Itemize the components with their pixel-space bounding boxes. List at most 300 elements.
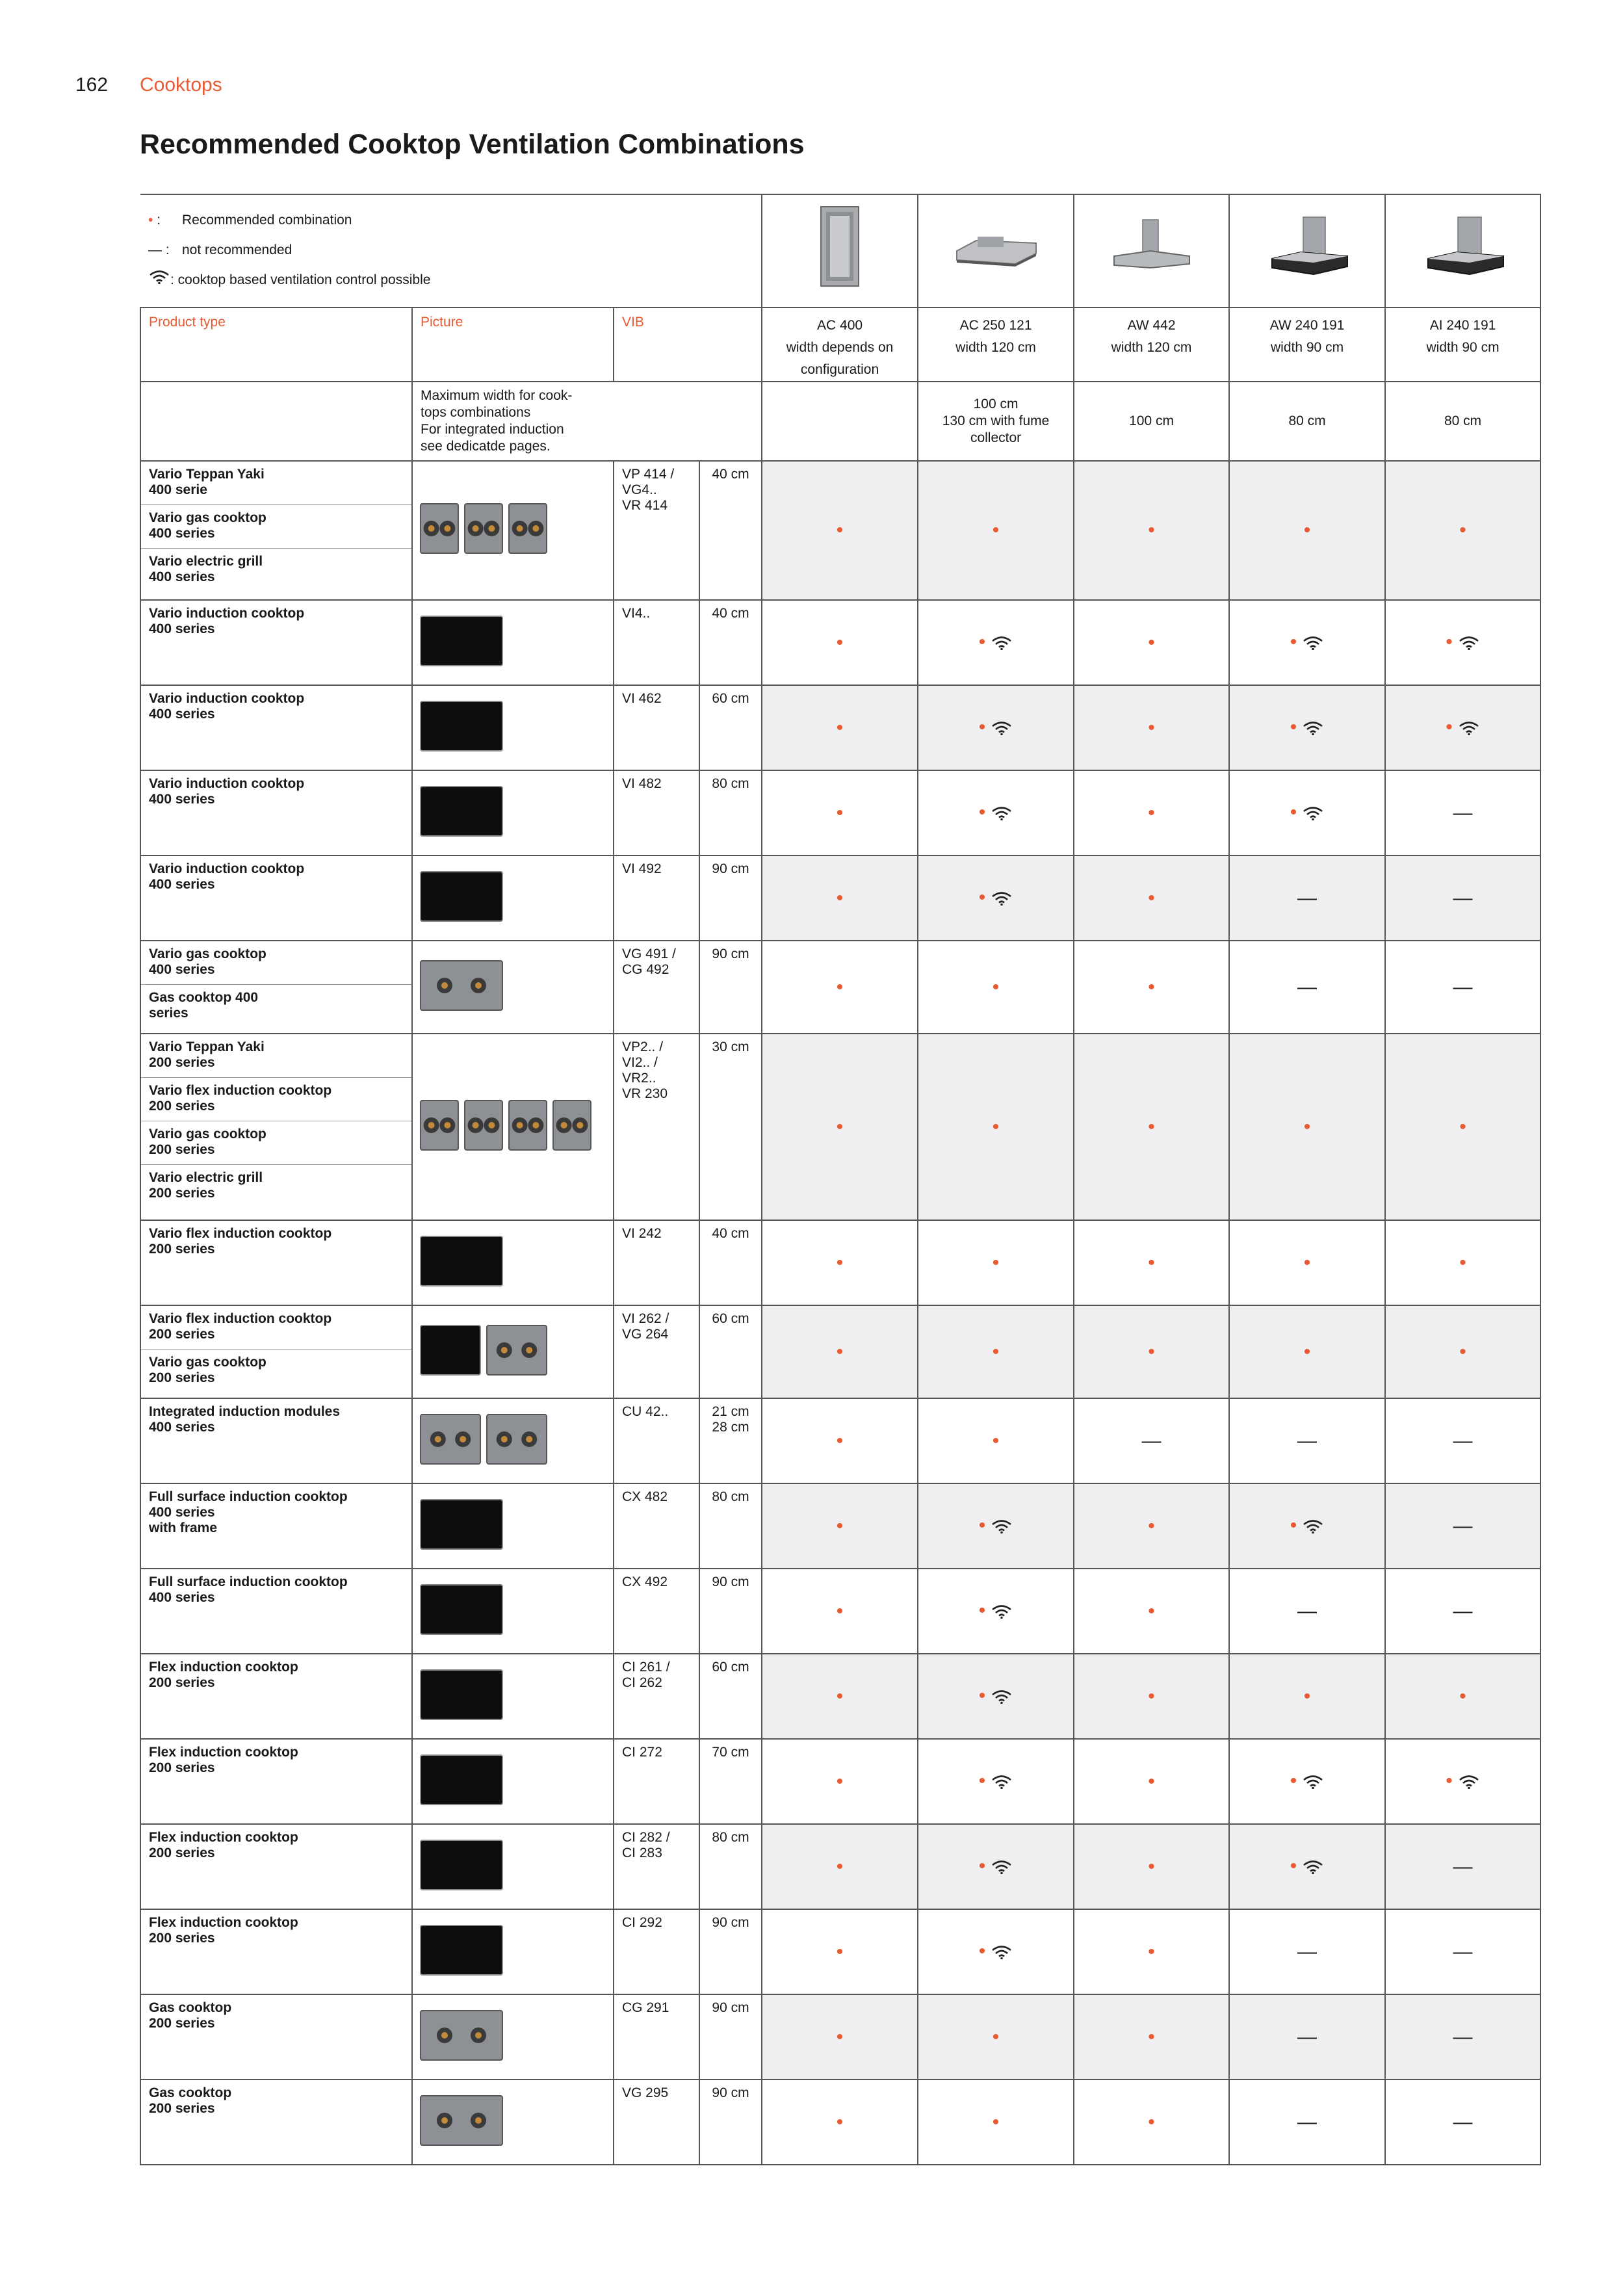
wifi-icon xyxy=(991,1604,1013,1623)
recommended-mark xyxy=(918,1034,1074,1220)
cooktop-width: 90 cm xyxy=(699,1569,762,1654)
product-type-cell xyxy=(140,1739,412,1824)
model-header-0: AC 400 width depends on configuration xyxy=(762,307,918,382)
dash-icon: — xyxy=(1297,2111,1318,2133)
recommended-mark xyxy=(762,1398,918,1483)
product-name: Vario induction cooktop 400 series xyxy=(149,691,305,722)
wifi-icon xyxy=(1302,1775,1324,1793)
dash-icon: — xyxy=(1453,802,1473,824)
recommended-wifi-mark xyxy=(918,770,1074,855)
section-title: Cooktops xyxy=(140,74,222,96)
recommended-mark xyxy=(918,1398,1074,1483)
legend xyxy=(140,194,762,307)
dot-icon: • xyxy=(978,631,986,653)
cooktop-width: 60 cm xyxy=(699,1654,762,1739)
product-name: Vario Teppan Yaki 400 serie xyxy=(141,462,411,505)
dot-icon: • xyxy=(836,1770,844,1792)
vib-model: VI 262 / VG 264 xyxy=(614,1305,699,1398)
recommended-wifi-mark xyxy=(918,1824,1074,1909)
recommended-wifi-mark xyxy=(918,1654,1074,1739)
dot-icon: • xyxy=(978,1940,986,1963)
dash-icon: — xyxy=(1297,1940,1318,1963)
dot-icon: • xyxy=(1148,1340,1155,1363)
product-picture xyxy=(412,2080,614,2165)
product-type-cell xyxy=(140,2080,412,2165)
dot-icon: • xyxy=(992,1251,1000,1273)
recommended-mark xyxy=(1074,855,1229,941)
vib-model: VP 414 / VG4.. VR 414 xyxy=(614,461,699,600)
product-picture xyxy=(412,1824,614,1909)
table-row xyxy=(140,600,1540,685)
recommended-wifi-mark xyxy=(918,1739,1074,1824)
max-width-note: Maximum width for cook- tops combinations For integrated induction see dedicatde pages. xyxy=(412,382,762,461)
not-recommended-mark xyxy=(1229,1994,1385,2080)
recommended-mark xyxy=(1229,461,1385,600)
dot-icon: • xyxy=(978,716,986,738)
cooktop-width: 30 cm xyxy=(699,1034,762,1220)
dot-icon: • xyxy=(836,2111,844,2133)
dot-icon: • xyxy=(1148,519,1155,541)
dot-icon: • xyxy=(1148,1685,1155,1707)
dash-icon: — xyxy=(1453,1515,1473,1537)
recommended-wifi-mark xyxy=(1385,600,1540,685)
dash-icon: — xyxy=(1453,887,1473,909)
dot-icon: • xyxy=(1148,976,1155,998)
dot-icon: • xyxy=(1303,519,1311,541)
recommended-mark xyxy=(1229,1034,1385,1220)
product-picture xyxy=(412,1654,614,1739)
product-name: Vario flex induction cooktop 200 series xyxy=(149,1226,332,1257)
max-width-3: 80 cm xyxy=(1229,382,1385,461)
recommended-mark xyxy=(762,1034,918,1220)
dot-icon: • xyxy=(1446,631,1453,653)
recommended-mark xyxy=(1074,461,1229,600)
recommended-mark xyxy=(762,1739,918,1824)
recommended-mark xyxy=(762,1994,918,2080)
not-recommended-mark xyxy=(1229,1398,1385,1483)
recommended-mark xyxy=(762,2080,918,2165)
vib-model: VG 491 / CG 492 xyxy=(614,941,699,1034)
not-recommended-mark xyxy=(1229,2080,1385,2165)
dot-icon: • xyxy=(1303,1685,1311,1707)
product-type-cell xyxy=(140,600,412,685)
cooktop-width: 80 cm xyxy=(699,1483,762,1569)
recommended-mark xyxy=(918,2080,1074,2165)
product-name: Vario induction cooktop 400 series xyxy=(149,606,305,636)
recommended-mark xyxy=(1385,1034,1540,1220)
dash-icon: — xyxy=(1453,976,1473,998)
recommended-mark xyxy=(1074,1569,1229,1654)
vib-model: VG 295 xyxy=(614,2080,699,2165)
vib-model: CI 272 xyxy=(614,1739,699,1824)
product-name: Vario electric grill 200 series xyxy=(149,1170,263,1201)
dash-icon: — xyxy=(1453,1940,1473,1963)
dot-icon: • xyxy=(1148,631,1155,653)
recommended-mark xyxy=(762,770,918,855)
product-type-cell xyxy=(140,941,412,1034)
recommended-mark xyxy=(762,685,918,770)
recommended-mark xyxy=(1074,1305,1229,1398)
product-name: Flex induction cooktop 200 series xyxy=(149,1745,298,1775)
recommended-mark xyxy=(918,1220,1074,1305)
not-recommended-mark xyxy=(1229,941,1385,1034)
product-type-cell xyxy=(140,1654,412,1739)
table-row xyxy=(140,1824,1540,1909)
not-recommended-mark xyxy=(1385,2080,1540,2165)
dash-icon: — xyxy=(1453,2111,1473,2133)
wifi-icon xyxy=(991,1689,1013,1708)
dot-icon: • xyxy=(836,519,844,541)
product-name: Vario electric grill 400 series xyxy=(149,554,263,584)
not-recommended-mark xyxy=(1385,1398,1540,1483)
recommended-mark xyxy=(1074,770,1229,855)
wifi-icon xyxy=(991,806,1013,824)
vib-model: CI 282 / CI 283 xyxy=(614,1824,699,1909)
product-picture xyxy=(412,855,614,941)
recommended-wifi-mark xyxy=(1385,685,1540,770)
dash-icon: — xyxy=(1453,2026,1473,2048)
dot-icon: • xyxy=(836,1855,844,1877)
dot-icon: • xyxy=(1303,1340,1311,1363)
dash-icon: — xyxy=(1453,1429,1473,1452)
blank-cell xyxy=(140,382,412,461)
dot-icon: • xyxy=(836,1340,844,1363)
dot-icon: • xyxy=(1446,1770,1453,1792)
dot-icon: • xyxy=(992,519,1000,541)
recommended-mark xyxy=(762,1824,918,1909)
recommended-mark xyxy=(762,941,918,1034)
table-row xyxy=(140,770,1540,855)
cooktop-width: 80 cm xyxy=(699,770,762,855)
dot-icon: • xyxy=(836,2026,844,2048)
legend-wifi: : cooktop based ventilation control possible xyxy=(148,265,753,295)
not-recommended-mark xyxy=(1385,1569,1540,1654)
model-header-4: AI 240 191 width 90 cm xyxy=(1385,307,1540,382)
dot-icon: • xyxy=(1148,1855,1155,1877)
recommended-mark xyxy=(918,941,1074,1034)
wifi-icon xyxy=(991,721,1013,739)
dot-icon: • xyxy=(836,716,844,738)
product-name: Vario gas cooktop 400 series xyxy=(141,941,411,985)
wifi-icon xyxy=(991,1945,1013,1963)
dot-icon: • xyxy=(836,1515,844,1537)
recommended-wifi-mark xyxy=(918,685,1074,770)
table-row xyxy=(140,941,1540,1034)
dot-icon: • xyxy=(1459,1685,1466,1707)
recommended-wifi-mark xyxy=(1229,685,1385,770)
dot-icon: • xyxy=(1290,802,1297,824)
dot-icon: • xyxy=(1459,1115,1466,1138)
vib-model: VI4.. xyxy=(614,600,699,685)
recommended-mark xyxy=(1229,1220,1385,1305)
product-picture xyxy=(412,1739,614,1824)
product-type-cell xyxy=(140,1034,412,1220)
not-recommended-mark xyxy=(1385,941,1540,1034)
recommended-mark xyxy=(1074,941,1229,1034)
dot-icon: • xyxy=(1290,631,1297,653)
cooktop-width: 60 cm xyxy=(699,1305,762,1398)
recommended-wifi-mark xyxy=(1385,1739,1540,1824)
dot-icon: • xyxy=(992,1429,1000,1452)
cooktop-width: 90 cm xyxy=(699,2080,762,2165)
dot-icon: • xyxy=(1148,1940,1155,1963)
product-type-cell xyxy=(140,1909,412,1994)
vib-model: CX 482 xyxy=(614,1483,699,1569)
recommended-wifi-mark xyxy=(918,1909,1074,1994)
dash-icon: — xyxy=(1453,1600,1473,1622)
wifi-icon xyxy=(1302,636,1324,654)
product-picture xyxy=(412,1305,614,1398)
model-header-1: AC 250 121 width 120 cm xyxy=(918,307,1074,382)
dot-icon: • xyxy=(978,1855,986,1877)
recommended-mark xyxy=(762,461,918,600)
dash-icon: — xyxy=(1297,976,1318,998)
wifi-icon xyxy=(1302,806,1324,824)
product-name: Vario gas cooktop 200 series xyxy=(149,1355,266,1385)
table-row xyxy=(140,1305,1540,1398)
header-picture: Picture xyxy=(412,307,614,382)
recommended-wifi-mark xyxy=(1229,770,1385,855)
cooktop-width: 60 cm xyxy=(699,685,762,770)
dot-icon: • xyxy=(978,887,986,909)
product-picture xyxy=(412,1220,614,1305)
not-recommended-mark xyxy=(1074,1398,1229,1483)
recommended-mark xyxy=(1385,1654,1540,1739)
recommended-mark xyxy=(1074,1739,1229,1824)
wifi-icon xyxy=(1302,1860,1324,1878)
product-name: Flex induction cooktop 200 series xyxy=(149,1830,298,1860)
dot-icon: • xyxy=(1290,716,1297,738)
product-type-cell xyxy=(140,1483,412,1569)
dot-icon: • xyxy=(1148,2111,1155,2133)
product-name: Vario gas cooktop 400 series xyxy=(141,505,411,549)
not-recommended-mark xyxy=(1385,855,1540,941)
recommended-wifi-mark xyxy=(1229,1483,1385,1569)
recommended-wifi-mark xyxy=(918,600,1074,685)
dot-icon: • xyxy=(978,1685,986,1707)
vib-model: CI 261 / CI 262 xyxy=(614,1654,699,1739)
dot-icon: • xyxy=(1303,1251,1311,1273)
product-name: Vario Teppan Yaki 200 series xyxy=(141,1034,411,1078)
dash-icon: — xyxy=(1141,1429,1162,1452)
cooktop-width: 40 cm xyxy=(699,600,762,685)
cooktop-width: 90 cm xyxy=(699,855,762,941)
dot-icon: • xyxy=(836,1251,844,1273)
recommended-mark xyxy=(1074,1824,1229,1909)
dash-icon: — xyxy=(1297,887,1318,909)
wifi-icon xyxy=(148,272,170,287)
table-row xyxy=(140,1220,1540,1305)
wifi-icon xyxy=(991,891,1013,909)
wifi-icon xyxy=(1458,1775,1480,1793)
recommended-mark xyxy=(1074,600,1229,685)
dot-icon: • xyxy=(836,976,844,998)
product-type-cell xyxy=(140,1305,412,1398)
cooktop-width: 70 cm xyxy=(699,1739,762,1824)
hood-image-aw442 xyxy=(1074,194,1229,307)
cooktop-width: 40 cm xyxy=(699,1220,762,1305)
product-type-cell xyxy=(140,461,412,600)
cooktop-width: 90 cm xyxy=(699,941,762,1034)
wifi-icon xyxy=(1458,721,1480,739)
dot-icon: • xyxy=(1290,1855,1297,1877)
product-type-cell xyxy=(140,1220,412,1305)
recommended-mark xyxy=(1385,1220,1540,1305)
table-row xyxy=(140,685,1540,770)
product-type-cell xyxy=(140,685,412,770)
recommended-mark xyxy=(1074,685,1229,770)
recommended-mark xyxy=(918,1305,1074,1398)
dot-icon: • xyxy=(836,1940,844,1963)
not-recommended-mark xyxy=(1385,770,1540,855)
recommended-mark xyxy=(918,1994,1074,2080)
recommended-mark xyxy=(762,855,918,941)
dot-icon: • xyxy=(1459,1340,1466,1363)
dot-icon: • xyxy=(1148,1600,1155,1622)
ventilation-combinations-table xyxy=(140,194,1541,2165)
wifi-icon xyxy=(1458,636,1480,654)
dot-icon: • xyxy=(836,631,844,653)
dot-icon: • xyxy=(992,1340,1000,1363)
product-name: Vario induction cooktop 400 series xyxy=(149,861,305,892)
dot-icon: • xyxy=(992,2111,1000,2133)
vib-model: CG 291 xyxy=(614,1994,699,2080)
vib-model: VP2.. / VI2.. / VR2.. VR 230 xyxy=(614,1034,699,1220)
dot-icon: • xyxy=(1459,519,1466,541)
max-width-1: 100 cm 130 cm with fume collector xyxy=(918,382,1074,461)
recommended-wifi-mark xyxy=(918,855,1074,941)
vib-model: CI 292 xyxy=(614,1909,699,1994)
vib-model: VI 242 xyxy=(614,1220,699,1305)
product-picture xyxy=(412,770,614,855)
product-name: Flex induction cooktop 200 series xyxy=(149,1915,298,1946)
product-name: Vario flex induction cooktop 200 series xyxy=(141,1306,411,1350)
recommended-mark xyxy=(762,1220,918,1305)
recommended-mark xyxy=(1074,1994,1229,2080)
table-row xyxy=(140,1654,1540,1739)
recommended-mark xyxy=(1074,1483,1229,1569)
recommended-mark xyxy=(918,461,1074,600)
recommended-wifi-mark xyxy=(1229,1824,1385,1909)
product-name: Flex induction cooktop 200 series xyxy=(149,1660,298,1690)
dot-icon: • xyxy=(1148,887,1155,909)
product-name: Integrated induction modules 400 series xyxy=(149,1404,341,1435)
product-picture xyxy=(412,1909,614,1994)
product-picture xyxy=(412,685,614,770)
table-row xyxy=(140,1483,1540,1569)
dot-icon: • xyxy=(1148,802,1155,824)
table-row xyxy=(140,1569,1540,1654)
vib-model: VI 462 xyxy=(614,685,699,770)
recommended-mark xyxy=(1074,1220,1229,1305)
vib-model: VI 482 xyxy=(614,770,699,855)
recommended-wifi-mark xyxy=(918,1483,1074,1569)
model-header-2: AW 442 width 120 cm xyxy=(1074,307,1229,382)
dot-icon: • xyxy=(978,802,986,824)
wifi-icon xyxy=(991,1519,1013,1537)
recommended-mark xyxy=(762,1909,918,1994)
product-picture xyxy=(412,1994,614,2080)
product-picture xyxy=(412,1034,614,1220)
dot-icon: • xyxy=(1303,1115,1311,1138)
hood-image-ac250 xyxy=(918,194,1074,307)
hood-image-aw240 xyxy=(1229,194,1385,307)
product-name: Gas cooktop 200 series xyxy=(149,2000,232,2031)
product-picture xyxy=(412,1398,614,1483)
dot-icon: • xyxy=(836,1600,844,1622)
product-name: Gas cooktop 200 series xyxy=(149,2085,232,2116)
recommended-mark xyxy=(1385,461,1540,600)
legend-not-recommended: — : not recommended xyxy=(148,242,292,257)
dot-icon: • xyxy=(1446,716,1453,738)
table-row xyxy=(140,1398,1540,1483)
dot-icon: • xyxy=(836,887,844,909)
wifi-icon xyxy=(991,1775,1013,1793)
not-recommended-mark xyxy=(1385,1994,1540,2080)
table-row xyxy=(140,855,1540,941)
recommended-wifi-mark xyxy=(1229,1739,1385,1824)
product-picture xyxy=(412,941,614,1034)
product-name: Vario gas cooktop 200 series xyxy=(141,1121,411,1165)
model-header-3: AW 240 191 width 90 cm xyxy=(1229,307,1385,382)
product-name: Full surface induction cooktop 400 series xyxy=(149,1574,348,1605)
product-type-cell xyxy=(140,1994,412,2080)
not-recommended-mark xyxy=(1229,855,1385,941)
dot-icon: • xyxy=(1148,2026,1155,2048)
dot-icon: • xyxy=(1148,1515,1155,1537)
recommended-wifi-mark xyxy=(918,1569,1074,1654)
table-row xyxy=(140,2080,1540,2165)
recommended-mark xyxy=(1229,1654,1385,1739)
cooktop-width: 40 cm xyxy=(699,461,762,600)
product-name: Vario induction cooktop 400 series xyxy=(149,776,305,807)
dot-icon: • xyxy=(836,1429,844,1452)
table-row xyxy=(140,1909,1540,1994)
not-recommended-mark xyxy=(1385,1483,1540,1569)
recommended-mark xyxy=(1074,2080,1229,2165)
dot-icon: • xyxy=(978,1770,986,1792)
vib-model: CX 492 xyxy=(614,1569,699,1654)
dot-icon: • xyxy=(992,2026,1000,2048)
product-type-cell xyxy=(140,1824,412,1909)
dot-icon: • xyxy=(978,1600,986,1622)
table-row xyxy=(140,1739,1540,1824)
header-vib: VIB xyxy=(614,307,762,382)
recommended-mark xyxy=(762,600,918,685)
dot-icon: • xyxy=(1148,716,1155,738)
legend-recommended: • : Recommended combination xyxy=(148,213,352,228)
dash-icon: — xyxy=(1297,1429,1318,1452)
not-recommended-mark xyxy=(1385,1909,1540,1994)
dash-icon: — xyxy=(1297,1600,1318,1622)
recommended-mark xyxy=(762,1654,918,1739)
recommended-mark xyxy=(1074,1909,1229,1994)
vib-model: VI 492 xyxy=(614,855,699,941)
product-type-cell xyxy=(140,770,412,855)
dot-icon: • xyxy=(1459,1251,1466,1273)
recommended-wifi-mark xyxy=(1229,600,1385,685)
dot-icon: • xyxy=(836,802,844,824)
cooktop-width: 80 cm xyxy=(699,1824,762,1909)
product-type-cell xyxy=(140,1398,412,1483)
product-type-cell xyxy=(140,1569,412,1654)
dash-icon: — xyxy=(1297,2026,1318,2048)
wifi-icon xyxy=(1302,721,1324,739)
recommended-mark xyxy=(1229,1305,1385,1398)
dot-icon: • xyxy=(836,1685,844,1707)
max-width-2: 100 cm xyxy=(1074,382,1229,461)
page-number: 162 xyxy=(75,74,109,96)
